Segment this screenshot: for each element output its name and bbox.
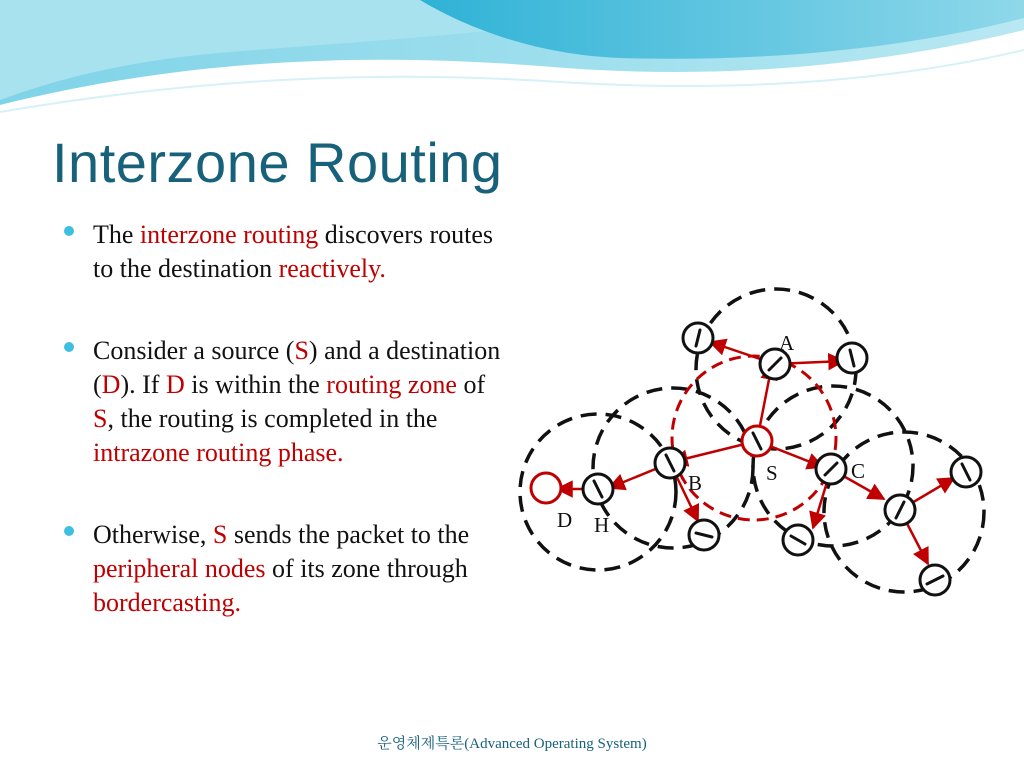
text-run: of its zone through xyxy=(265,554,468,583)
zone-routing-diagram xyxy=(500,270,1000,600)
text-run: Consider a source ( xyxy=(93,336,295,365)
bullet-text xyxy=(93,520,469,617)
text-run: ) and a destination ( xyxy=(93,336,501,399)
bullet-item xyxy=(62,518,512,620)
node-d-destination xyxy=(531,473,561,503)
text-run: sends the packet to the xyxy=(227,520,470,549)
highlighted-term: peripheral nodes xyxy=(93,554,266,583)
footer-course-name: 운영체제특론(Advanced Operating System) xyxy=(377,736,647,752)
slide-title: Interzone Routing xyxy=(52,131,503,194)
label-s: S xyxy=(766,461,778,485)
bullet-dot-icon xyxy=(64,526,74,536)
highlighted-term: D xyxy=(101,370,121,399)
highlighted-term: S xyxy=(212,520,228,549)
bullet-item xyxy=(62,218,512,286)
bullet-dot-icon xyxy=(64,342,74,352)
text-run: , the routing is completed in the xyxy=(107,404,438,433)
text-run: ). If xyxy=(120,370,166,399)
label-h: H xyxy=(594,513,610,537)
label-b: B xyxy=(688,471,703,495)
highlighted-term: D xyxy=(165,370,185,399)
bullet-item xyxy=(62,334,512,470)
bullet-text xyxy=(93,220,493,283)
text-run: Otherwise, xyxy=(93,520,213,549)
text-run: of xyxy=(456,370,486,399)
text-run: is within the xyxy=(184,370,327,399)
bullet-dot-icon xyxy=(64,226,74,236)
highlighted-term: S xyxy=(93,404,108,433)
bullet-list xyxy=(62,218,512,620)
highlighted-term: interzone routing xyxy=(139,220,319,249)
header-wave-decoration xyxy=(0,0,1024,120)
highlighted-term: routing zone xyxy=(326,370,457,399)
highlighted-term: reactively. xyxy=(278,254,386,283)
bullet-text xyxy=(93,336,500,467)
label-a: A xyxy=(779,331,795,355)
highlighted-term: S xyxy=(294,336,309,365)
highlighted-term: intrazone routing phase. xyxy=(93,438,344,467)
text-run: The xyxy=(93,220,140,249)
highlighted-term: bordercasting. xyxy=(93,588,242,617)
label-c: C xyxy=(851,459,866,483)
label-d: D xyxy=(557,508,573,532)
text-run: discovers routes to the destination xyxy=(93,220,494,283)
